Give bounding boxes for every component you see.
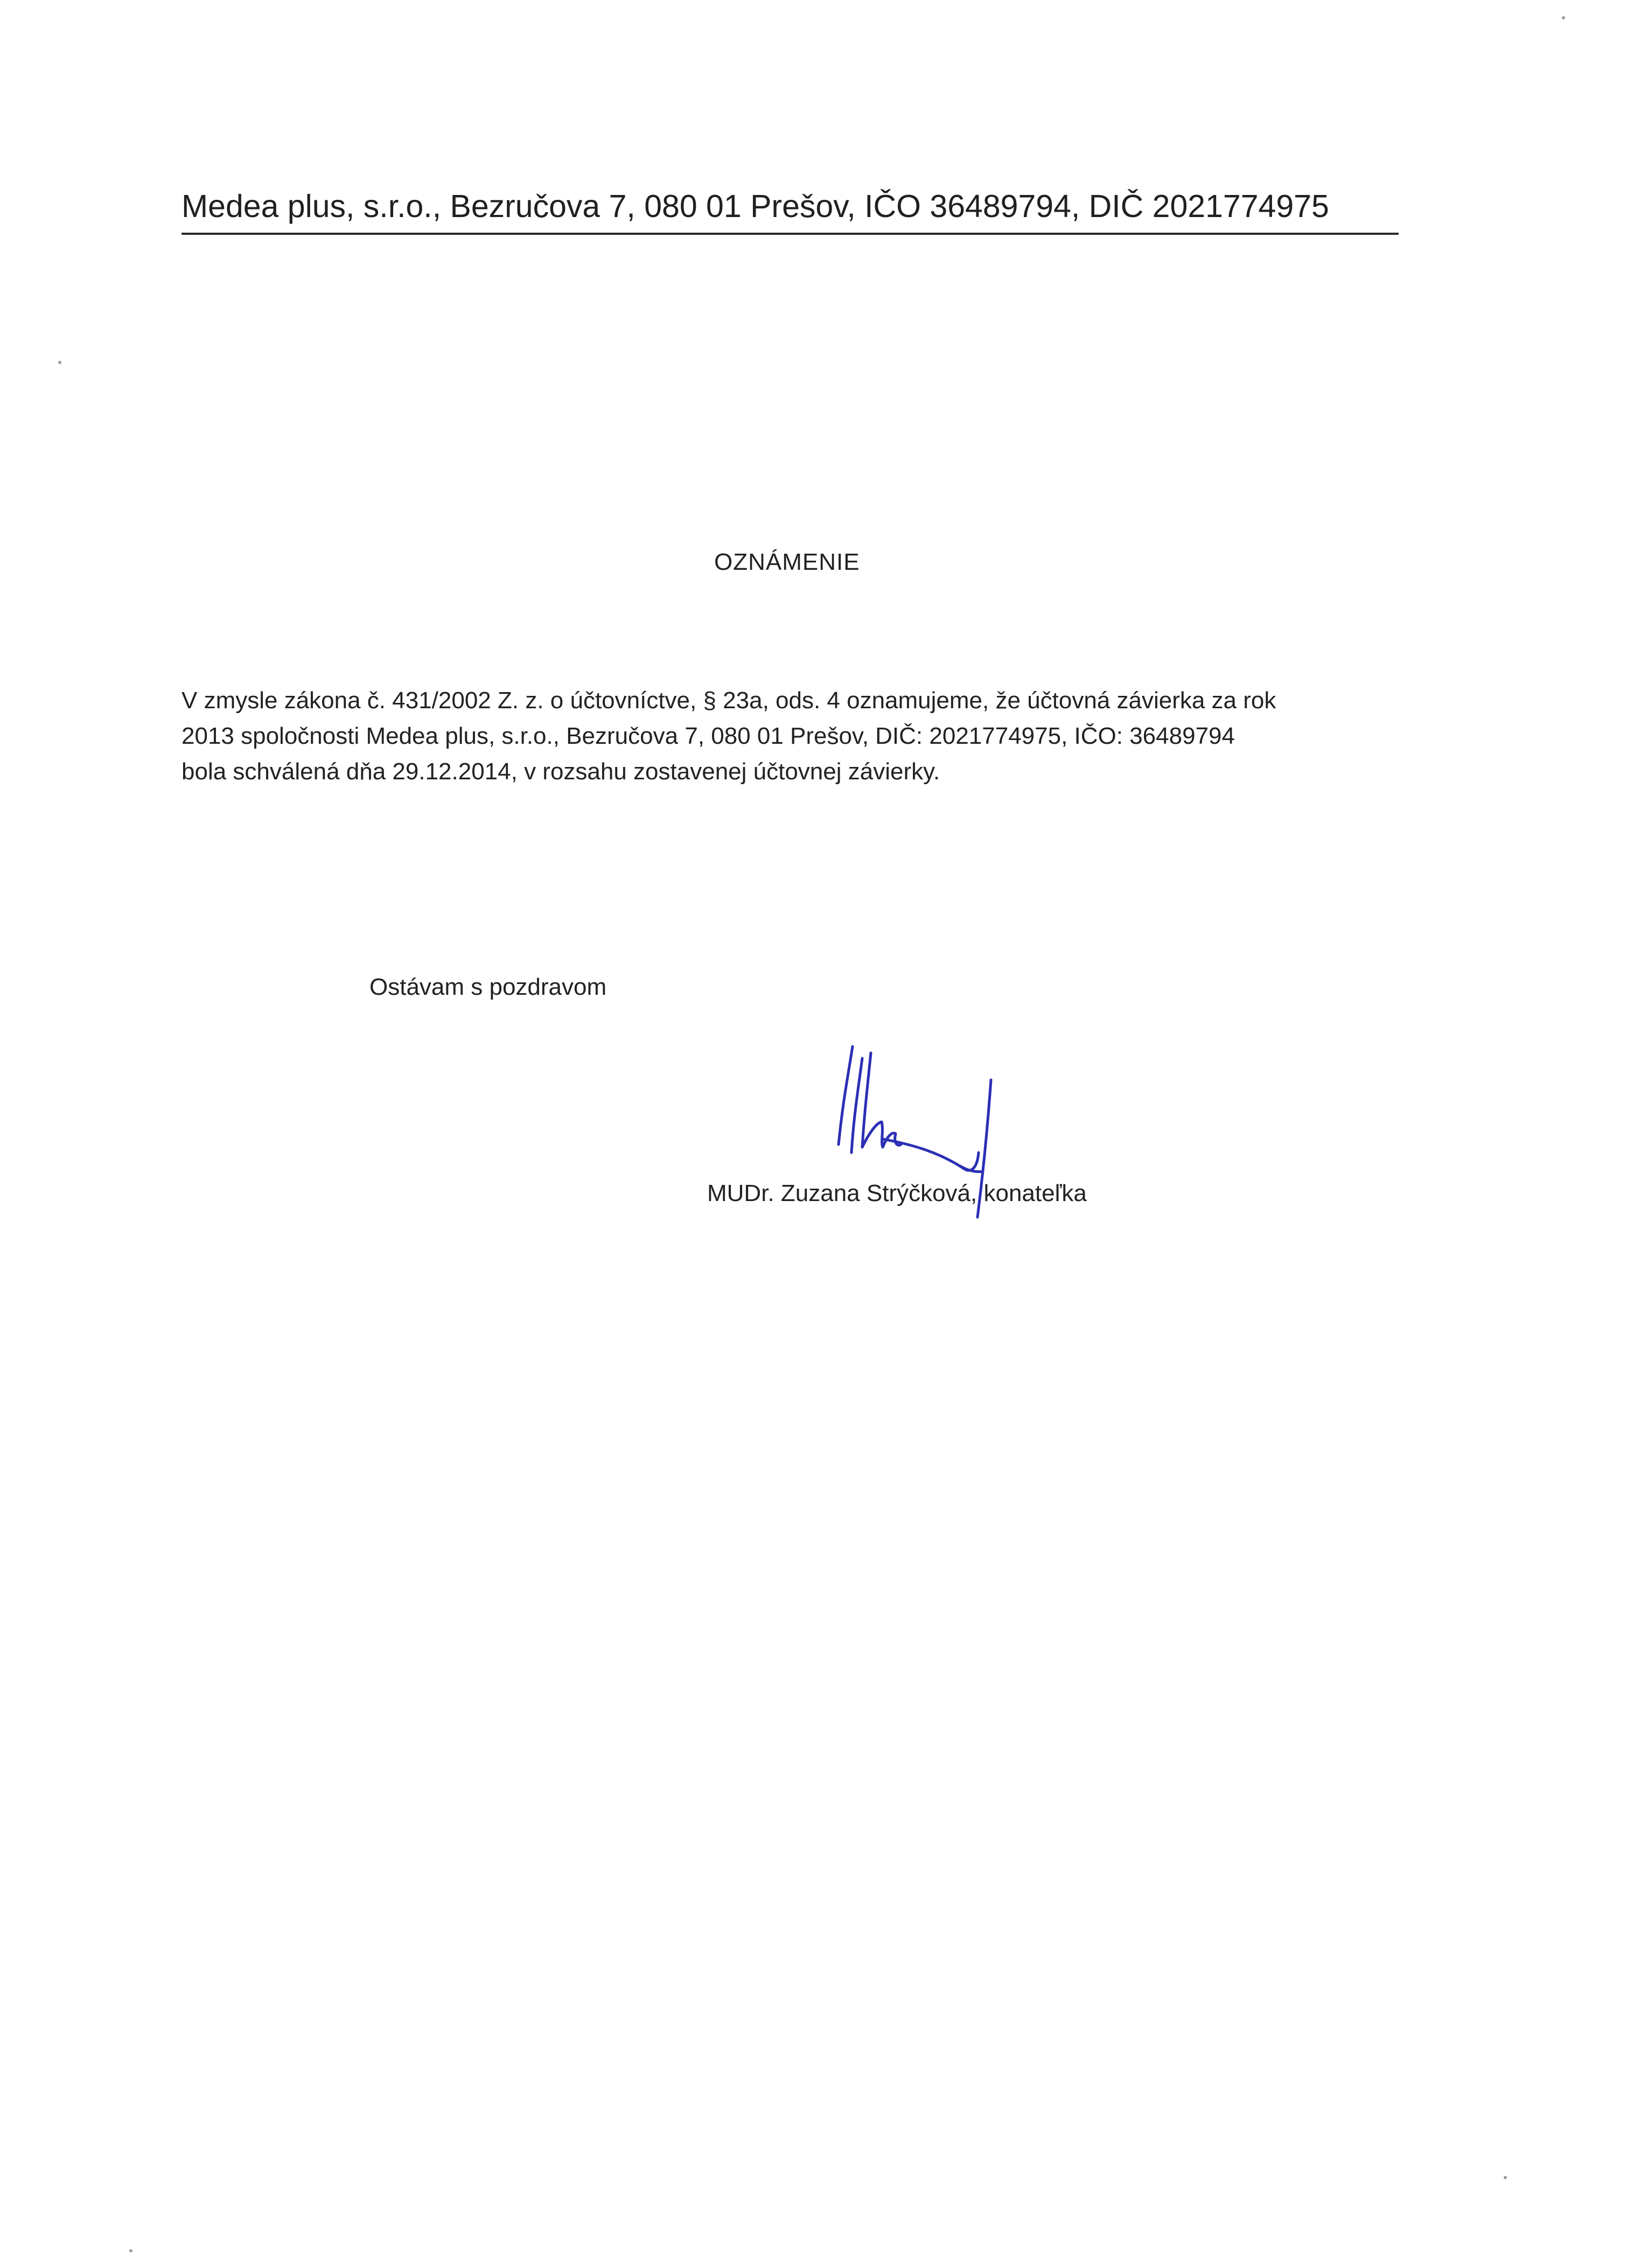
closing-greeting: Ostávam s pozdravom <box>369 974 607 1000</box>
scan-speck <box>129 2249 132 2252</box>
signatory-name: MUDr. Zuzana Strýčková, konateľka <box>707 1180 1087 1206</box>
scan-speck <box>1562 16 1565 19</box>
scan-speck <box>58 361 61 364</box>
notice-body <box>181 683 1399 790</box>
document-title: OZNÁMENIE <box>714 549 860 575</box>
scan-speck <box>1504 2176 1507 2179</box>
letterhead-company-info: Medea plus, s.r.o., Bezručova 7, 080 01 Prešov, IČO 36489794, DIČ 2021774975 <box>181 189 1329 224</box>
notice-body-line: 2013 spoločnosti Medea plus, s.r.o., Bezručova 7, 080 01 Prešov, DIČ: 2021774975, IČO: 36489794 <box>181 723 1235 749</box>
letterhead <box>181 183 1399 235</box>
notice-body-line: bola schválená dňa 29.12.2014, v rozsahu zostavenej účtovnej závierky. <box>181 758 940 785</box>
notice-body-line: V zmysle zákona č. 431/2002 Z. z. o účtovníctve, § 23a, ods. 4 oznamujeme, že účtovná závierka za rok <box>181 687 1276 714</box>
